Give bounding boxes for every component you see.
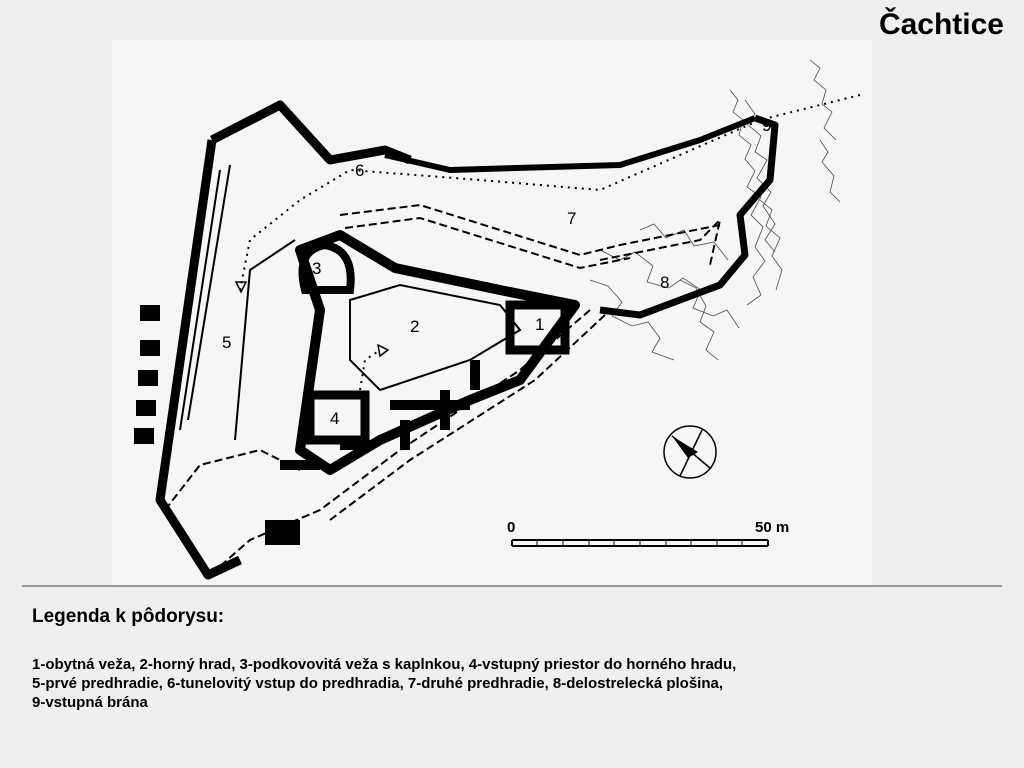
south-west-dashed — [165, 450, 300, 510]
outer-wall-west — [160, 140, 240, 575]
page-title: Čachtice — [878, 8, 1004, 41]
label-8: 8 — [660, 273, 670, 292]
label-1: 1 — [535, 315, 545, 334]
label-9: 9 — [762, 116, 772, 135]
artillery-platform-wall — [600, 220, 720, 265]
legend-line: 1-obytná veža, 2-horný hrad, 3-podkovovitá veža s kaplnkou, 4-vstupný priestor do horného hradu, — [32, 656, 737, 673]
label-2: 2 — [410, 317, 420, 336]
compass-icon — [664, 426, 716, 478]
legend-heading: Legenda k pôdorysu: — [32, 606, 225, 627]
second-bailey-north-wall — [385, 118, 755, 170]
label-3: 3 — [312, 259, 322, 278]
separator-line — [22, 585, 1002, 587]
label-6: 6 — [355, 161, 365, 180]
label-5: 5 — [222, 333, 232, 352]
scale-zero: 0 — [507, 519, 516, 536]
legend-line: 9-vstupná brána — [32, 694, 148, 711]
outer-wall-north — [212, 105, 410, 160]
inner-path-dotted — [360, 350, 380, 390]
label-7: 7 — [567, 209, 577, 228]
scale-bar — [507, 519, 789, 546]
upper-castle-courtyard — [350, 285, 520, 390]
west-bastions — [134, 305, 160, 444]
legend-text — [32, 655, 992, 712]
legend-line: 5-prvé predhradie, 6-tunelovitý vstup do predhradia, 7-druhé predhradie, 8-delostrelecká plošina, — [32, 675, 724, 692]
first-bailey-east-line — [235, 240, 295, 440]
scale-end: 50 m — [755, 519, 790, 536]
label-4: 4 — [330, 409, 340, 428]
gate-wall-east — [600, 118, 775, 315]
